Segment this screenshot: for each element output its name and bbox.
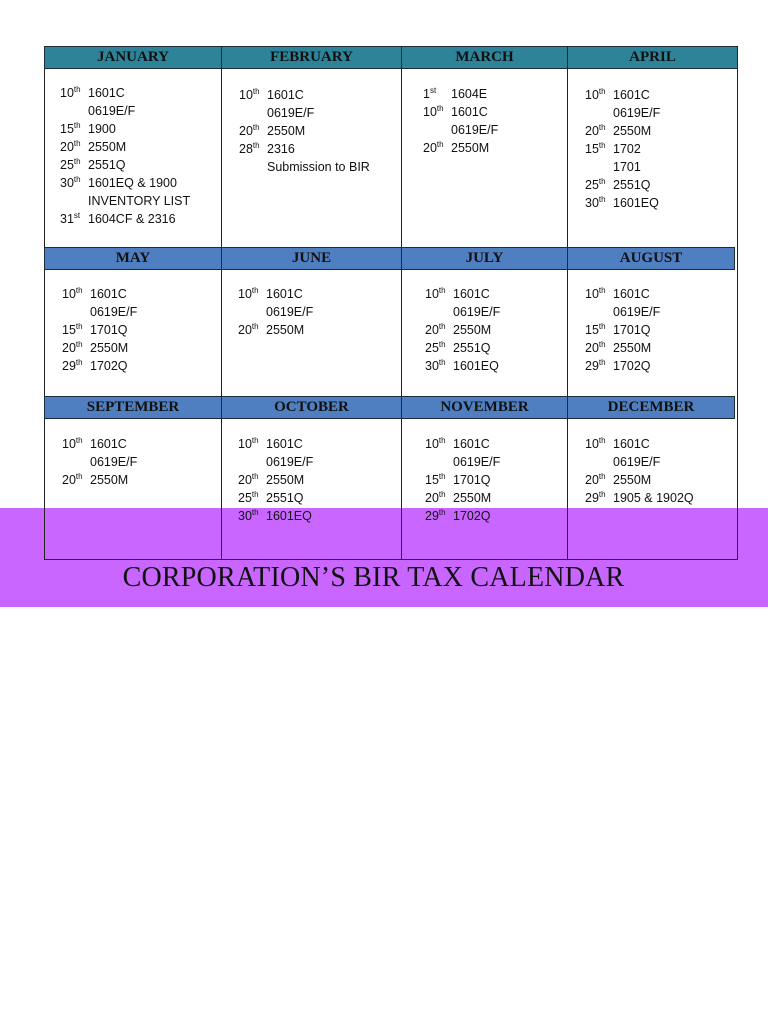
month-name: MAY xyxy=(115,250,151,266)
day-number: 30 xyxy=(238,509,252,523)
day-suffix: th xyxy=(75,436,83,445)
deadline-entry xyxy=(238,489,313,507)
day-number: 15 xyxy=(60,122,74,136)
column-divider-2 xyxy=(401,46,402,560)
month-header-november xyxy=(401,396,568,419)
form-code: 0619E/F xyxy=(266,455,314,469)
day-suffix: th xyxy=(438,286,446,295)
deadline-entry xyxy=(238,303,313,321)
form-code: 1702Q xyxy=(453,509,491,523)
deadline-entry xyxy=(62,357,137,375)
deadline-entry xyxy=(60,192,190,210)
month-header-april xyxy=(567,46,738,69)
month-name: AUGUST xyxy=(619,250,683,266)
deadline-entry xyxy=(239,104,370,122)
month-cell-march xyxy=(423,85,498,157)
deadline-entry xyxy=(239,158,370,176)
deadline-entry xyxy=(425,321,500,339)
deadline-day xyxy=(423,139,451,157)
month-cell-april xyxy=(585,86,660,212)
form-code: 1601C xyxy=(613,437,650,451)
deadline-entry xyxy=(585,140,660,158)
month-header-august xyxy=(567,247,735,270)
form-code: INVENTORY LIST xyxy=(88,194,191,208)
form-code: 2550M xyxy=(267,124,306,138)
month-name: NOVEMBER xyxy=(440,399,529,415)
month-name: APRIL xyxy=(629,49,676,65)
day-suffix: th xyxy=(438,322,446,331)
month-cell-june xyxy=(238,285,313,339)
day-number: 20 xyxy=(62,473,76,487)
deadline-day xyxy=(425,471,453,489)
form-code: 1601C xyxy=(267,88,304,102)
day-suffix: th xyxy=(598,87,606,96)
deadline-entry xyxy=(585,176,660,194)
day-number: 15 xyxy=(585,323,599,337)
form-code: 0619E/F xyxy=(451,123,499,137)
deadline-day xyxy=(585,285,613,303)
day-number: 29 xyxy=(425,509,439,523)
form-code: 0619E/F xyxy=(613,455,661,469)
deadline-entry xyxy=(423,121,498,139)
form-code: 1604E xyxy=(451,87,488,101)
day-number: 31 xyxy=(60,212,74,226)
day-suffix: th xyxy=(598,286,606,295)
month-name: OCTOBER xyxy=(274,399,349,415)
month-name: JANUARY xyxy=(97,49,169,65)
deadline-day xyxy=(425,357,453,375)
deadline-entry xyxy=(585,489,694,507)
deadline-day xyxy=(425,435,453,453)
deadline-day xyxy=(238,321,266,339)
deadline-entry xyxy=(60,174,190,192)
day-number: 25 xyxy=(425,341,439,355)
deadline-entry xyxy=(62,303,137,321)
month-cell-august xyxy=(585,285,660,375)
form-code: 1905 & 1902Q xyxy=(613,491,694,505)
deadline-entry xyxy=(585,104,660,122)
table-border-right xyxy=(737,46,738,560)
month-name: JULY xyxy=(465,250,504,266)
deadline-entry xyxy=(238,453,313,471)
day-number: 10 xyxy=(423,105,437,119)
table-border-bottom xyxy=(44,559,738,560)
deadline-day xyxy=(62,435,90,453)
day-number: 30 xyxy=(60,176,74,190)
deadline-day xyxy=(62,321,90,339)
day-suffix: th xyxy=(438,508,446,517)
month-cell-october xyxy=(238,435,313,525)
form-code: 0619E/F xyxy=(613,305,661,319)
deadline-day xyxy=(60,84,88,102)
deadline-entry xyxy=(239,86,370,104)
form-code: 1701 xyxy=(613,160,641,174)
month-name: JUNE xyxy=(291,250,332,266)
tax-calendar-table xyxy=(44,46,738,560)
month-header-october xyxy=(221,396,402,419)
day-number: 20 xyxy=(238,323,252,337)
day-number: 20 xyxy=(585,124,599,138)
deadline-entry xyxy=(425,357,500,375)
day-suffix: th xyxy=(251,508,259,517)
month-header-september xyxy=(44,396,222,419)
day-suffix: th xyxy=(438,358,446,367)
day-suffix: th xyxy=(438,436,446,445)
deadline-day xyxy=(238,435,266,453)
deadline-day xyxy=(238,471,266,489)
month-header-february xyxy=(221,46,402,69)
deadline-entry xyxy=(60,138,190,156)
deadline-day xyxy=(60,174,88,192)
form-code: 1702Q xyxy=(90,359,128,373)
form-code: 1601EQ & 1900 xyxy=(88,176,177,190)
form-code: 2551Q xyxy=(266,491,304,505)
day-suffix: th xyxy=(252,141,260,150)
day-number: 20 xyxy=(425,323,439,337)
day-number: 29 xyxy=(585,359,599,373)
day-suffix: th xyxy=(438,490,446,499)
deadline-day xyxy=(238,507,266,525)
day-suffix: th xyxy=(75,340,83,349)
column-divider-1 xyxy=(221,46,222,560)
form-code: 1601C xyxy=(90,287,127,301)
month-cell-february xyxy=(239,86,370,176)
deadline-day xyxy=(60,138,88,156)
form-code: 2550M xyxy=(451,141,490,155)
day-number: 1 xyxy=(423,87,430,101)
form-code: 2551Q xyxy=(453,341,491,355)
form-code: 2550M xyxy=(613,124,652,138)
deadline-entry xyxy=(425,489,500,507)
deadline-day xyxy=(60,156,88,174)
form-code: 1701Q xyxy=(453,473,491,487)
day-suffix: th xyxy=(438,472,446,481)
day-number: 25 xyxy=(238,491,252,505)
deadline-entry xyxy=(238,321,313,339)
month-header-july xyxy=(401,247,568,270)
deadline-entry xyxy=(585,158,660,176)
day-suffix: th xyxy=(252,123,260,132)
deadline-day xyxy=(585,140,613,158)
day-number: 30 xyxy=(425,359,439,373)
form-code: 0619E/F xyxy=(88,104,136,118)
day-number: 10 xyxy=(425,437,439,451)
form-code: 1601EQ xyxy=(453,359,499,373)
form-code: 2550M xyxy=(613,473,652,487)
deadline-entry xyxy=(425,303,500,321)
form-code: 1601C xyxy=(613,287,650,301)
day-number: 20 xyxy=(62,341,76,355)
deadline-entry xyxy=(585,339,660,357)
deadline-day xyxy=(425,285,453,303)
deadline-entry xyxy=(60,102,190,120)
deadline-entry xyxy=(425,471,500,489)
deadline-day xyxy=(585,176,613,194)
day-suffix: th xyxy=(252,87,260,96)
deadline-entry xyxy=(423,139,498,157)
day-suffix: th xyxy=(598,177,606,186)
deadline-day xyxy=(60,120,88,138)
day-suffix: th xyxy=(598,195,606,204)
form-code: 1900 xyxy=(88,122,116,136)
form-code: 1702 xyxy=(613,142,641,156)
form-code: 2550M xyxy=(453,491,492,505)
day-suffix: th xyxy=(598,436,606,445)
day-suffix: th xyxy=(73,121,81,130)
deadline-entry xyxy=(425,285,500,303)
form-code: 2550M xyxy=(613,341,652,355)
day-number: 29 xyxy=(62,359,76,373)
day-suffix: th xyxy=(598,322,606,331)
month-cell-september xyxy=(62,435,137,489)
form-code: 0619E/F xyxy=(90,305,138,319)
day-suffix: th xyxy=(438,340,446,349)
deadline-entry xyxy=(585,285,660,303)
deadline-entry xyxy=(62,453,137,471)
deadline-entry xyxy=(60,84,190,102)
form-code: 0619E/F xyxy=(90,455,138,469)
deadline-entry xyxy=(60,120,190,138)
deadline-entry xyxy=(239,140,370,158)
deadline-day xyxy=(425,339,453,357)
deadline-entry xyxy=(585,86,660,104)
deadline-entry xyxy=(585,435,694,453)
form-code: 2550M xyxy=(266,473,305,487)
deadline-day xyxy=(585,321,613,339)
deadline-day xyxy=(62,285,90,303)
day-suffix: th xyxy=(436,104,444,113)
deadline-day xyxy=(585,194,613,212)
form-code: 0619E/F xyxy=(453,455,501,469)
deadline-entry xyxy=(585,194,660,212)
day-number: 10 xyxy=(238,287,252,301)
deadline-day xyxy=(423,85,451,103)
month-header-june xyxy=(221,247,402,270)
deadline-day xyxy=(62,357,90,375)
day-number: 10 xyxy=(62,437,76,451)
form-code: 1601C xyxy=(266,287,303,301)
deadline-day xyxy=(585,471,613,489)
day-suffix: th xyxy=(75,472,83,481)
month-cell-january xyxy=(60,84,190,228)
deadline-day xyxy=(425,489,453,507)
deadline-entry xyxy=(62,285,137,303)
deadline-entry xyxy=(425,339,500,357)
form-code: 1601C xyxy=(88,86,125,100)
table-border-left xyxy=(44,46,45,560)
deadline-entry xyxy=(423,85,498,103)
day-number: 15 xyxy=(425,473,439,487)
form-code: 2550M xyxy=(90,473,129,487)
day-number: 25 xyxy=(585,178,599,192)
form-code: 1601C xyxy=(451,105,488,119)
month-cell-may xyxy=(62,285,137,375)
form-code: 2551Q xyxy=(613,178,651,192)
form-code: 2550M xyxy=(88,140,127,154)
deadline-day xyxy=(425,321,453,339)
deadline-entry xyxy=(423,103,498,121)
day-suffix: th xyxy=(251,322,259,331)
deadline-day xyxy=(62,471,90,489)
deadline-entry xyxy=(239,122,370,140)
month-name: SEPTEMBER xyxy=(86,399,180,415)
day-number: 10 xyxy=(425,287,439,301)
month-header-march xyxy=(401,46,568,69)
deadline-day xyxy=(60,210,88,228)
day-number: 15 xyxy=(62,323,76,337)
day-suffix: th xyxy=(73,139,81,148)
form-code: 0619E/F xyxy=(267,106,315,120)
deadline-day xyxy=(238,285,266,303)
day-number: 10 xyxy=(62,287,76,301)
deadline-entry xyxy=(425,435,500,453)
day-suffix: th xyxy=(598,123,606,132)
form-code: 2550M xyxy=(90,341,129,355)
deadline-entry xyxy=(585,453,694,471)
deadline-day xyxy=(238,489,266,507)
day-number: 15 xyxy=(585,142,599,156)
deadline-entry xyxy=(238,471,313,489)
deadline-entry xyxy=(62,339,137,357)
day-suffix: th xyxy=(598,472,606,481)
form-code: 1601C xyxy=(266,437,303,451)
month-header-december xyxy=(567,396,735,419)
month-name: MARCH xyxy=(455,49,514,65)
deadline-entry xyxy=(585,321,660,339)
column-divider-3 xyxy=(567,46,568,560)
form-code: 0619E/F xyxy=(453,305,501,319)
form-code: 1702Q xyxy=(613,359,651,373)
deadline-entry xyxy=(585,303,660,321)
day-suffix: th xyxy=(75,322,83,331)
deadline-entry xyxy=(425,507,500,525)
month-header-may xyxy=(44,247,222,270)
deadline-day xyxy=(62,339,90,357)
day-number: 10 xyxy=(585,287,599,301)
form-code: 0619E/F xyxy=(613,106,661,120)
deadline-entry xyxy=(62,471,137,489)
form-code: 1601EQ xyxy=(613,196,659,210)
deadline-day xyxy=(585,86,613,104)
form-code: 2551Q xyxy=(88,158,126,172)
day-number: 20 xyxy=(585,473,599,487)
month-cell-november xyxy=(425,435,500,525)
month-name: FEBRUARY xyxy=(270,49,353,65)
day-number: 30 xyxy=(585,196,599,210)
month-cell-december xyxy=(585,435,694,507)
day-number: 25 xyxy=(60,158,74,172)
day-suffix: th xyxy=(598,358,606,367)
day-suffix: th xyxy=(251,490,259,499)
day-suffix: th xyxy=(73,157,81,166)
form-code: 2316 xyxy=(267,142,295,156)
deadline-day xyxy=(239,122,267,140)
day-suffix: st xyxy=(73,211,81,220)
day-suffix: th xyxy=(75,358,83,367)
day-suffix: th xyxy=(73,175,81,184)
deadline-entry xyxy=(238,507,313,525)
day-number: 20 xyxy=(60,140,74,154)
page-title: CORPORATION’S BIR TAX CALENDAR xyxy=(122,562,625,593)
deadline-entry xyxy=(585,471,694,489)
day-suffix: th xyxy=(75,286,83,295)
form-code: 1601C xyxy=(90,437,127,451)
day-number: 20 xyxy=(425,491,439,505)
deadline-entry xyxy=(238,435,313,453)
form-code: Submission to BIR xyxy=(267,160,370,174)
form-code: 1701Q xyxy=(90,323,128,337)
day-number: 28 xyxy=(239,142,253,156)
day-suffix: th xyxy=(251,436,259,445)
day-suffix: th xyxy=(251,286,259,295)
day-number: 29 xyxy=(585,491,599,505)
deadline-day xyxy=(239,140,267,158)
deadline-entry xyxy=(238,285,313,303)
day-suffix: th xyxy=(598,340,606,349)
day-number: 10 xyxy=(238,437,252,451)
day-suffix: th xyxy=(598,490,606,499)
form-code: 2550M xyxy=(453,323,492,337)
day-suffix: th xyxy=(73,85,81,94)
month-name: DECEMBER xyxy=(607,399,695,415)
deadline-day xyxy=(239,86,267,104)
day-number: 10 xyxy=(239,88,253,102)
deadline-entry xyxy=(60,156,190,174)
month-header-january xyxy=(44,46,222,69)
form-code: 1701Q xyxy=(613,323,651,337)
form-code: 1604CF & 2316 xyxy=(88,212,176,226)
form-code: 0619E/F xyxy=(266,305,314,319)
deadline-day xyxy=(585,122,613,140)
form-code: 1601C xyxy=(613,88,650,102)
deadline-entry xyxy=(585,122,660,140)
day-number: 20 xyxy=(585,341,599,355)
day-number: 20 xyxy=(238,473,252,487)
day-number: 10 xyxy=(585,437,599,451)
day-number: 20 xyxy=(239,124,253,138)
form-code: 2550M xyxy=(266,323,305,337)
day-suffix: st xyxy=(429,86,437,95)
deadline-day xyxy=(585,489,613,507)
day-number: 10 xyxy=(585,88,599,102)
day-suffix: th xyxy=(436,140,444,149)
deadline-day xyxy=(425,507,453,525)
form-code: 1601EQ xyxy=(266,509,312,523)
deadline-day xyxy=(585,435,613,453)
day-number: 20 xyxy=(423,141,437,155)
month-cell-july xyxy=(425,285,500,375)
day-suffix: th xyxy=(598,141,606,150)
deadline-day xyxy=(423,103,451,121)
deadline-day xyxy=(585,357,613,375)
day-number: 10 xyxy=(60,86,74,100)
day-suffix: th xyxy=(251,472,259,481)
deadline-entry xyxy=(60,210,190,228)
deadline-entry xyxy=(62,321,137,339)
deadline-entry xyxy=(585,357,660,375)
form-code: 1601C xyxy=(453,287,490,301)
deadline-day xyxy=(585,339,613,357)
deadline-entry xyxy=(62,435,137,453)
form-code: 1601C xyxy=(453,437,490,451)
deadline-entry xyxy=(425,453,500,471)
